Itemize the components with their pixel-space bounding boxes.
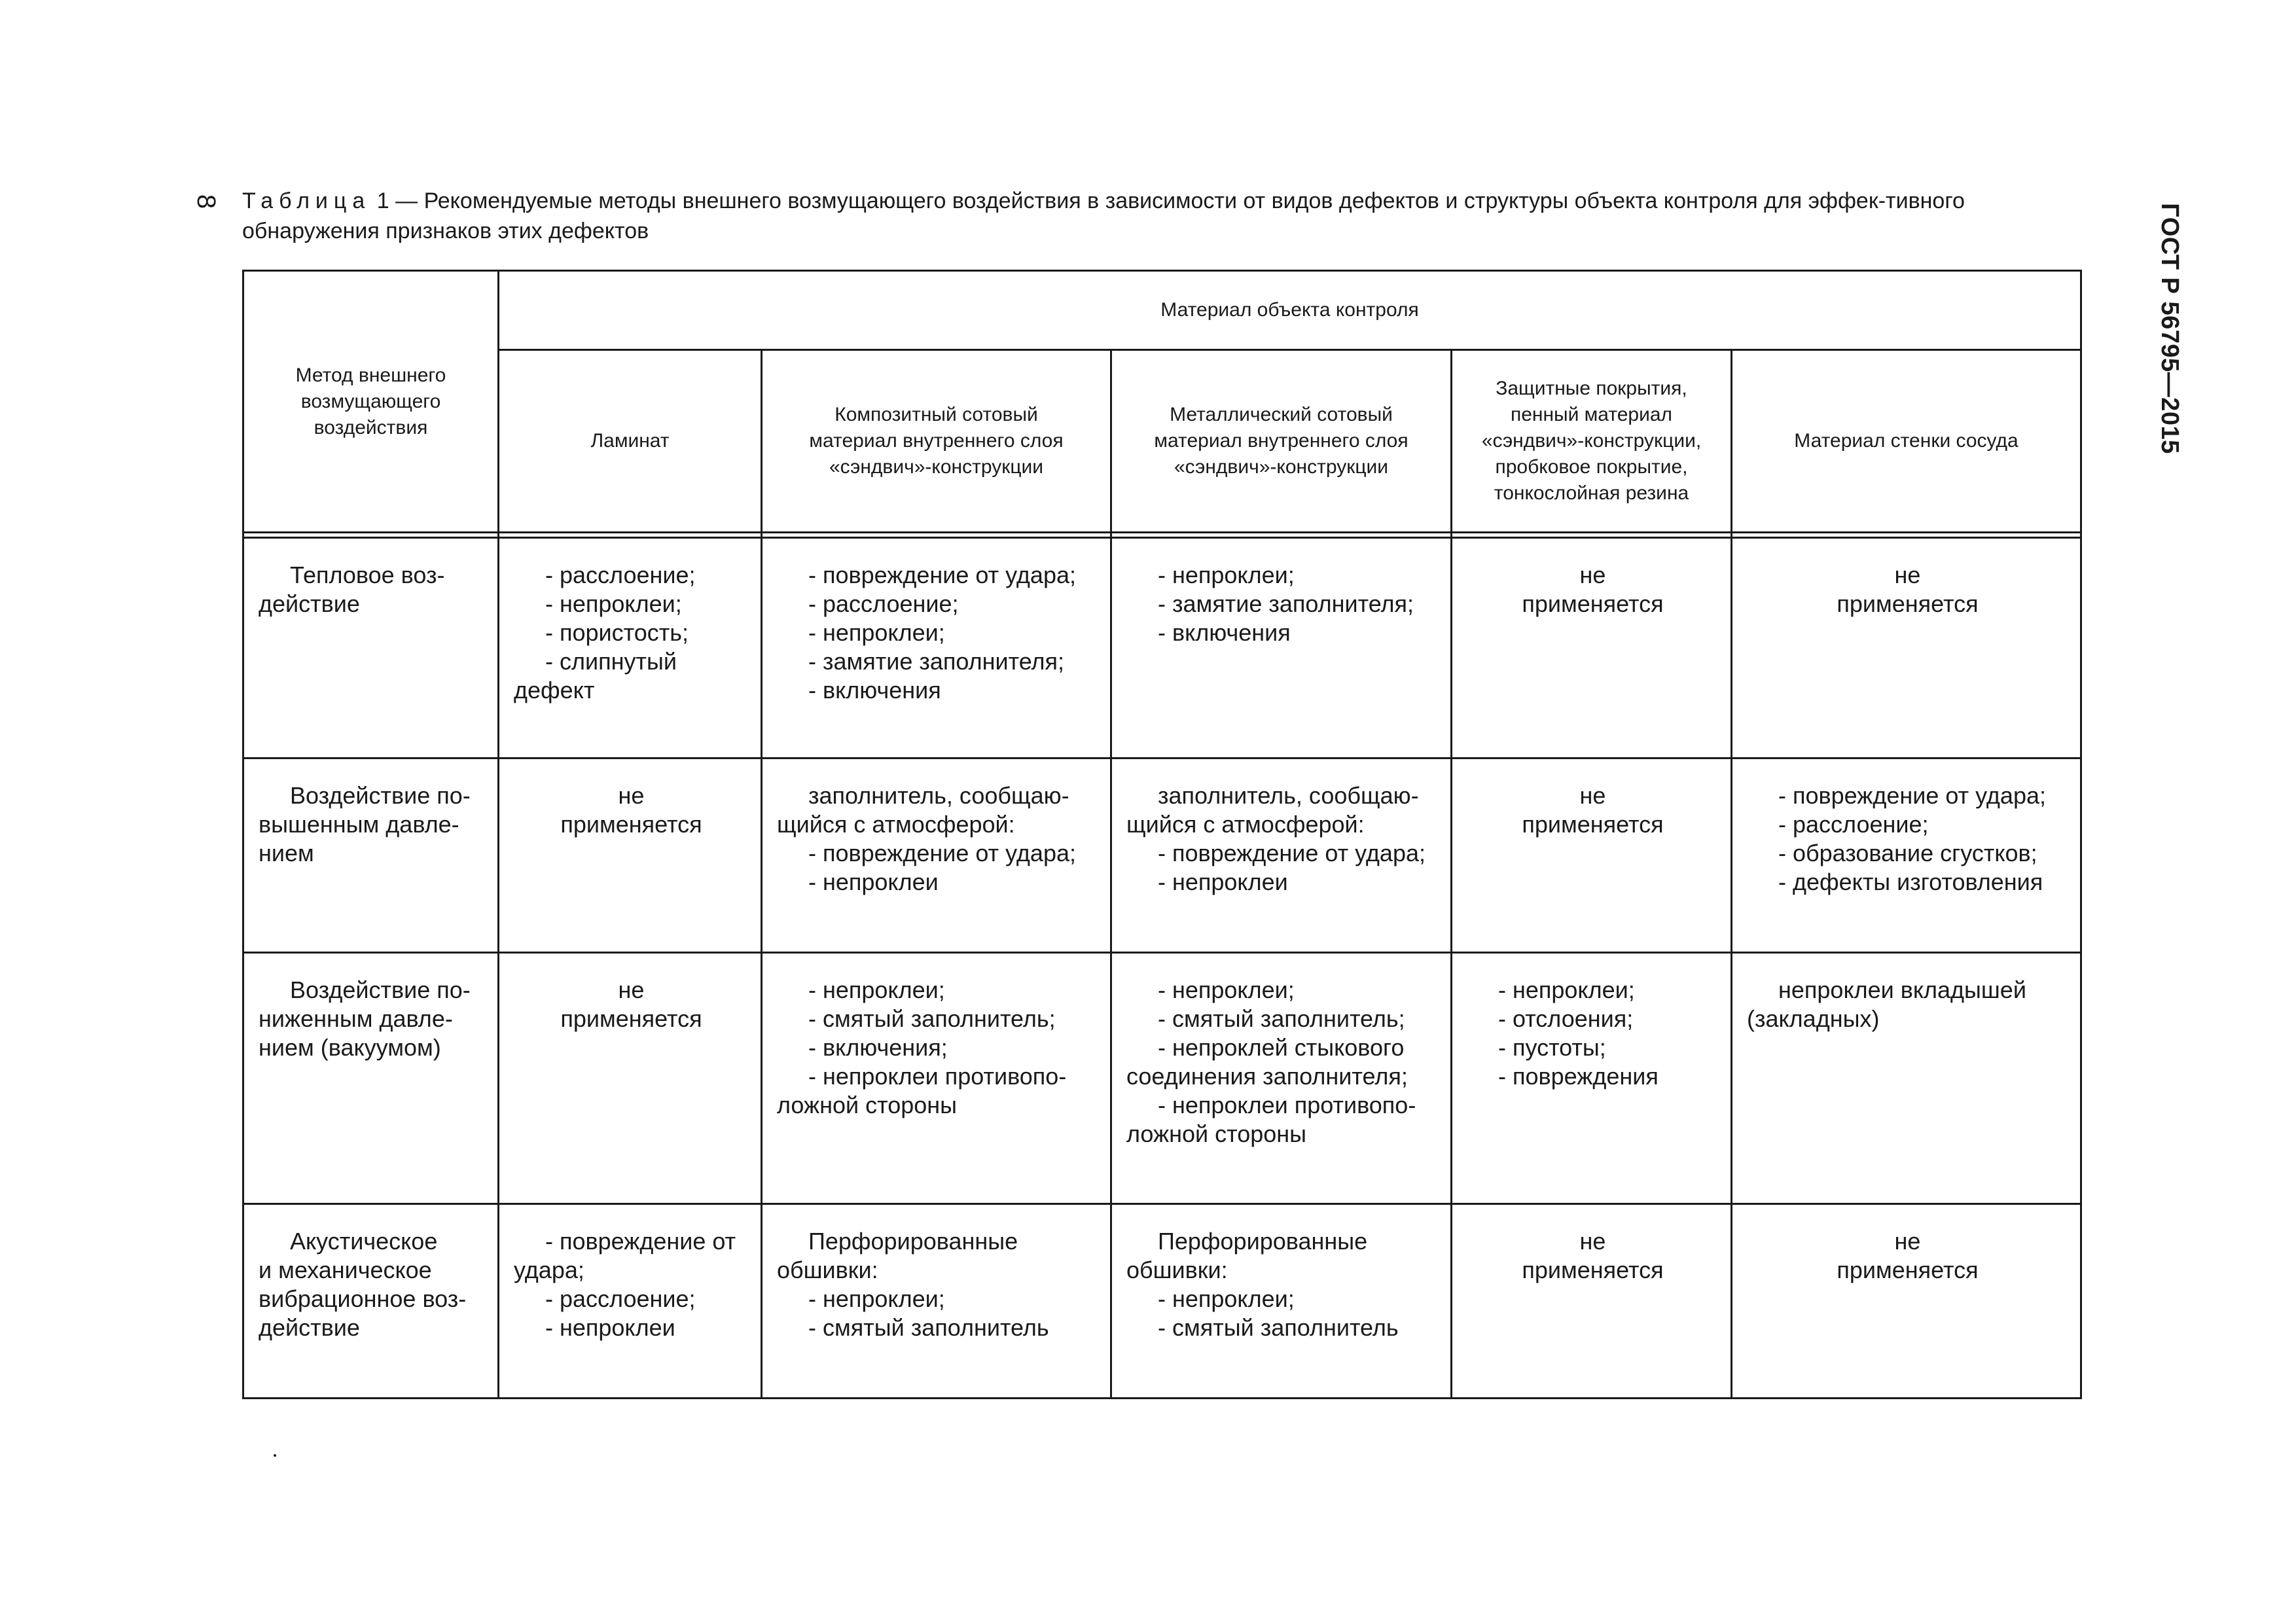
cell-line: дефект bbox=[514, 677, 595, 704]
cell-line: - непроклеи противопо- bbox=[808, 1063, 1067, 1090]
header-col-laminate bbox=[499, 350, 762, 533]
cell-line: - непроклеи противопо- bbox=[1158, 1092, 1416, 1118]
cell-line: - включения bbox=[1158, 619, 1291, 646]
cell-line: удара; bbox=[514, 1257, 584, 1283]
table-cell bbox=[499, 538, 762, 758]
header-separator bbox=[1732, 533, 2081, 538]
cell-line: - повреждение от bbox=[545, 1228, 736, 1255]
table-row bbox=[243, 1204, 2081, 1399]
table-cell bbox=[499, 1204, 762, 1399]
cell-line: - непроклей стыкового bbox=[1158, 1034, 1405, 1061]
cell-line: Акустическое bbox=[290, 1228, 438, 1255]
method-cell bbox=[243, 1204, 499, 1399]
cell-line: - расслоение; bbox=[545, 562, 696, 588]
cell-line: - повреждение от удара; bbox=[808, 840, 1076, 866]
cell-line: нием bbox=[259, 840, 314, 866]
cell-line: - непроклеи; bbox=[545, 590, 682, 617]
table-cell bbox=[1111, 1204, 1452, 1399]
table-cell bbox=[1732, 1204, 2081, 1399]
header-col-text: Ламинат bbox=[590, 430, 670, 452]
cell-line: - замятие заполнителя; bbox=[1158, 590, 1414, 617]
cell-line: и механическое bbox=[259, 1257, 432, 1283]
cell-line: применяется bbox=[1522, 1257, 1664, 1283]
cell-line: вышенным давле- bbox=[259, 811, 459, 838]
cell-line: заполнитель, сообщаю- bbox=[808, 782, 1069, 809]
table-cell bbox=[762, 758, 1111, 953]
cell-line: - пустоты; bbox=[1498, 1034, 1606, 1061]
cell-line: действие bbox=[259, 590, 360, 617]
cell-line: нием (вакуумом) bbox=[259, 1034, 441, 1061]
cell-line: не bbox=[1894, 562, 1921, 588]
cell-line: действие bbox=[259, 1314, 360, 1341]
cell-line: - смятый заполнитель bbox=[1158, 1314, 1399, 1341]
methods-table bbox=[242, 270, 2082, 1399]
cell-line: - расслоение; bbox=[808, 590, 959, 617]
cell-line: применяется bbox=[560, 811, 702, 838]
header-separator bbox=[1111, 533, 1452, 538]
cell-line: щийся с атмосферой: bbox=[1126, 811, 1365, 838]
method-cell bbox=[243, 538, 499, 758]
header-col-vessel-wall bbox=[1732, 350, 2081, 533]
cell-line: заполнитель, сообщаю- bbox=[1158, 782, 1419, 809]
cell-line: непроклеи вкладышей bbox=[1778, 976, 2026, 1003]
cell-line: соединения заполнителя; bbox=[1126, 1063, 1408, 1090]
table-row bbox=[243, 953, 2081, 1204]
cell-line: обшивки: bbox=[777, 1257, 878, 1283]
header-col-metal-honeycomb bbox=[1111, 350, 1452, 533]
cell-line: - отслоения; bbox=[1498, 1005, 1634, 1032]
table-cell bbox=[1452, 758, 1732, 953]
header-col-composite-honeycomb bbox=[762, 350, 1111, 533]
cell-line: - расслоение; bbox=[1778, 811, 1929, 838]
cell-line: - непроклеи; bbox=[1158, 976, 1295, 1003]
cell-line: не bbox=[1894, 1228, 1921, 1255]
cell-line: применяется bbox=[560, 1005, 702, 1032]
cell-line: - расслоение; bbox=[545, 1285, 696, 1312]
cell-line: - замятие заполнителя; bbox=[808, 648, 1065, 675]
document-code: ГОСТ Р 56795—2015 bbox=[2156, 203, 2183, 454]
header-col-text: Металлический сотовый материал внутреннего слоя «сэндвич»-конструкции bbox=[1154, 404, 1408, 478]
cell-line: - непроклеи; bbox=[1498, 976, 1635, 1003]
table-cell bbox=[1111, 953, 1452, 1204]
caption-text: 1 — Рекомендуемые методы внешнего возмущающего воздействия в зависимости от видов дефектов и структуры объекта контроля для эффек-тивного обнаружения признаков этих дефектов bbox=[242, 188, 1965, 243]
header-col-coatings bbox=[1452, 350, 1732, 533]
cell-line: применяется bbox=[1837, 590, 1979, 617]
table-cell bbox=[499, 953, 762, 1204]
cell-line: - непроклеи bbox=[545, 1314, 675, 1341]
cell-line: - непроклеи; bbox=[1158, 562, 1295, 588]
table-cell bbox=[1111, 538, 1452, 758]
cell-line: - повреждение от удара; bbox=[808, 562, 1076, 588]
method-cell bbox=[243, 758, 499, 953]
table-cell bbox=[762, 953, 1111, 1204]
cell-line: - смятый заполнитель; bbox=[1158, 1005, 1405, 1032]
cell-line: - непроклеи bbox=[808, 868, 939, 895]
cell-line: Перфорированные bbox=[1158, 1228, 1368, 1255]
cell-line: не bbox=[1579, 1228, 1606, 1255]
cell-line: ложной стороны bbox=[1126, 1120, 1307, 1147]
cell-line: применяется bbox=[1522, 811, 1664, 838]
table-cell bbox=[1452, 538, 1732, 758]
cell-line: - смятый заполнитель bbox=[808, 1314, 1049, 1341]
header-separator bbox=[762, 533, 1111, 538]
cell-line: ниженным давле- bbox=[259, 1005, 453, 1032]
cell-line: - непроклеи bbox=[1158, 868, 1288, 895]
header-method-text: Метод внешнего возмущающего воздействия bbox=[295, 364, 446, 438]
header-separator bbox=[1452, 533, 1732, 538]
table-cell bbox=[1732, 758, 2081, 953]
cell-line: - непроклеи; bbox=[808, 976, 945, 1003]
cell-line: обшивки: bbox=[1126, 1257, 1228, 1283]
cell-line: не bbox=[618, 976, 645, 1003]
cell-line: Воздействие по- bbox=[290, 782, 471, 809]
cell-line: - повреждение от удара; bbox=[1778, 782, 2046, 809]
header-col-text: Материал стенки сосуда bbox=[1794, 430, 2018, 452]
cell-line: - образование сгустков; bbox=[1778, 840, 2037, 866]
cell-line: - дефекты изготовления bbox=[1778, 868, 2043, 895]
table-cell bbox=[1111, 758, 1452, 953]
caption-label: Таблица bbox=[242, 188, 371, 213]
cell-line: не bbox=[1579, 562, 1606, 588]
header-separator bbox=[243, 533, 499, 538]
stray-dot bbox=[274, 1454, 276, 1457]
cell-line: не bbox=[618, 782, 645, 809]
cell-line: Тепловое воз- bbox=[290, 562, 445, 588]
cell-line: вибрационное воз- bbox=[259, 1285, 467, 1312]
page-number: 8 bbox=[192, 194, 221, 209]
cell-line: Перфорированные bbox=[808, 1228, 1018, 1255]
table-cell bbox=[499, 758, 762, 953]
cell-line: - пористость; bbox=[545, 619, 689, 646]
cell-line: - непроклеи; bbox=[808, 1285, 945, 1312]
table-caption bbox=[242, 186, 2081, 246]
table-cell bbox=[762, 1204, 1111, 1399]
cell-line: - включения; bbox=[808, 1034, 948, 1061]
table-cell bbox=[1452, 953, 1732, 1204]
table-row bbox=[243, 758, 2081, 953]
cell-line: применяется bbox=[1522, 590, 1664, 617]
cell-line: Воздействие по- bbox=[290, 976, 471, 1003]
header-col-text: Защитные покрытия, пенный материал «сэндвич»-конструкции, пробковое покрытие, тонкослойная резина bbox=[1481, 378, 1702, 504]
table-cell bbox=[1732, 538, 2081, 758]
cell-line: - включения bbox=[808, 677, 941, 704]
cell-line: (закладных) bbox=[1747, 1005, 1880, 1032]
table-cell bbox=[1732, 953, 2081, 1204]
cell-line: - повреждения bbox=[1498, 1063, 1659, 1090]
header-material-group: Материал объекта контроля bbox=[499, 271, 2081, 350]
cell-line: щийся с атмосферой: bbox=[777, 811, 1015, 838]
cell-line: - смятый заполнитель; bbox=[808, 1005, 1056, 1032]
header-method bbox=[243, 271, 499, 533]
cell-line: - повреждение от удара; bbox=[1158, 840, 1426, 866]
table-row bbox=[243, 538, 2081, 758]
cell-line: ложной стороны bbox=[777, 1092, 958, 1118]
method-cell bbox=[243, 953, 499, 1204]
header-col-text: Композитный сотовый материал внутреннего слоя «сэндвич»-конструкции bbox=[809, 404, 1064, 478]
cell-line: - слипнутый bbox=[545, 648, 677, 675]
table-cell bbox=[1452, 1204, 1732, 1399]
cell-line: не bbox=[1579, 782, 1606, 809]
table-cell bbox=[762, 538, 1111, 758]
cell-line: применяется bbox=[1837, 1257, 1979, 1283]
header-separator bbox=[499, 533, 762, 538]
cell-line: - непроклеи; bbox=[1158, 1285, 1295, 1312]
cell-line: - непроклеи; bbox=[808, 619, 945, 646]
